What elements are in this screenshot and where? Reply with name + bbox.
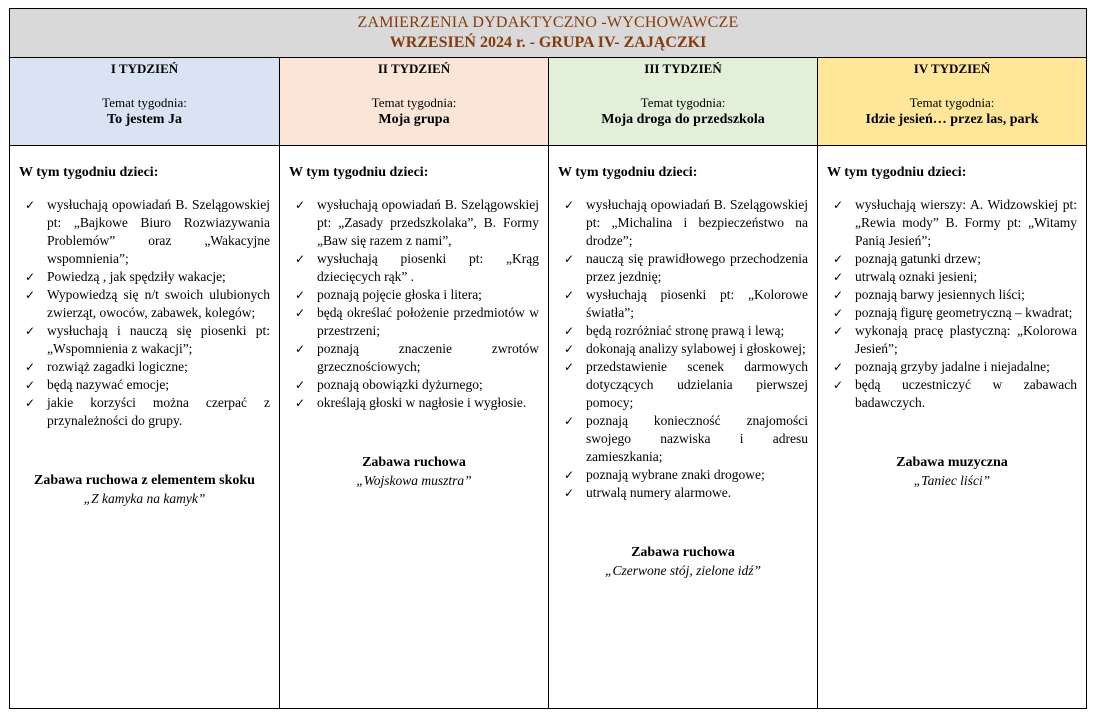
- checkmark-icon: ✓: [564, 324, 575, 338]
- checkmark-icon: ✓: [295, 378, 306, 392]
- list-item: [289, 304, 539, 340]
- list-item-text: poznają konieczność znajomości swojego nazwiska i adresu zamieszkania;: [586, 413, 808, 464]
- list-item: [19, 358, 270, 376]
- list-item: [827, 286, 1077, 304]
- checkmark-icon: ✓: [25, 396, 36, 410]
- list-item: [827, 304, 1077, 322]
- list-item-text: poznają gatunki drzew;: [855, 251, 981, 266]
- list-item-text: wysłuchają piosenki pt: „Krąg dziecięcych rąk” .: [317, 251, 539, 284]
- list-item: [19, 286, 270, 322]
- list-item-text: poznają grzyby jadalne i niejadalne;: [855, 359, 1050, 374]
- week-label: III TYDZIEŃ: [644, 61, 722, 76]
- list-item: [289, 376, 539, 394]
- list-item-text: poznają znaczenie zwrotów grzecznościowych;: [317, 341, 539, 374]
- play-title: Zabawa ruchowa z elementem skoku: [34, 473, 255, 488]
- checkmark-icon: ✓: [833, 198, 844, 212]
- list-item: [558, 358, 808, 412]
- checkmark-icon: ✓: [25, 378, 36, 392]
- week-body-3: [549, 146, 818, 708]
- week-label: IV TYDZIEŃ: [913, 61, 991, 76]
- list-item: [827, 376, 1077, 412]
- checkmark-icon: ✓: [833, 252, 844, 266]
- list-item: [289, 196, 539, 250]
- week-header-2: [280, 58, 549, 145]
- checkmark-icon: ✓: [295, 252, 306, 266]
- list-item: [289, 250, 539, 286]
- list-item-text: wysłuchają opowiadań B. Szelągowskiej pt: „Bajkowe Biuro Rozwiazywania Problemów” oraz „Wakacyjne wspomnienia”;: [47, 197, 270, 266]
- list-item-text: będą rozróżniać stronę prawą i lewą;: [586, 323, 785, 338]
- checkmark-icon: ✓: [564, 486, 575, 500]
- week-topic: To jestem Ja: [107, 112, 182, 127]
- play-title: Zabawa ruchowa: [631, 545, 735, 560]
- week-header-3: [549, 58, 818, 145]
- checkmark-icon: ✓: [833, 270, 844, 284]
- list-item: [558, 196, 808, 250]
- intro-text: W tym tygodniu dzieci:: [289, 165, 429, 180]
- list-item-text: utrwalą oznaki jesieni;: [855, 269, 978, 284]
- topic-label: Temat tygodnia:: [640, 95, 726, 110]
- list-item-text: wysłuchają opowiadań B. Szelągowskiej pt: „Michalina i bezpieczeństwo na drodze”;: [586, 197, 808, 248]
- week-headers: [10, 58, 1086, 146]
- week-topic: Moja droga do przedszkola: [601, 112, 765, 127]
- checkmark-icon: ✓: [564, 198, 575, 212]
- checkmark-icon: ✓: [564, 342, 575, 356]
- play-section: [827, 454, 1077, 490]
- checkmark-icon: ✓: [564, 468, 575, 482]
- list-item-text: poznają wybrane znaki drogowe;: [586, 467, 765, 482]
- list-item: [558, 466, 808, 484]
- list-item: [558, 484, 808, 502]
- list-item: [19, 322, 270, 358]
- list-item-text: Wypowiedzą się n/t swoich ulubionych zwierząt, owoców, zabawek, kolegów;: [47, 287, 270, 320]
- plan-table: [9, 8, 1087, 709]
- list-item: [827, 268, 1077, 286]
- intro-text: W tym tygodniu dzieci:: [827, 165, 967, 180]
- list-item: [19, 376, 270, 394]
- list-item: [827, 250, 1077, 268]
- list-item: [827, 322, 1077, 358]
- checkmark-icon: ✓: [564, 414, 575, 428]
- play-name: „Taniec liści”: [913, 473, 991, 488]
- week-body-2: [280, 146, 549, 708]
- play-title: Zabawa muzyczna: [896, 455, 1008, 470]
- checkmark-icon: ✓: [25, 198, 36, 212]
- week-header-1: [10, 58, 280, 145]
- list-item-text: przedstawienie scenek darmowych dotyczących udzielania pierwszej pomocy;: [586, 359, 808, 410]
- checkmark-icon: ✓: [833, 288, 844, 302]
- week-bodies: [10, 146, 1086, 708]
- list-item: [289, 340, 539, 376]
- play-name: „Czerwone stój, zielone idź”: [604, 563, 761, 578]
- checkmark-icon: ✓: [833, 306, 844, 320]
- list-item: [19, 196, 270, 268]
- list-item-text: wysłuchają piosenki pt: „Kolorowe światła”;: [586, 287, 808, 320]
- table-title: [10, 9, 1086, 58]
- checkmark-icon: ✓: [833, 378, 844, 392]
- list-item: [558, 340, 808, 358]
- checkmark-icon: ✓: [564, 360, 575, 374]
- list-item: [827, 196, 1077, 250]
- checkmark-icon: ✓: [564, 252, 575, 266]
- list-item: [289, 286, 539, 304]
- list-item-text: poznają figurę geometryczną – kwadrat;: [855, 305, 1073, 320]
- activity-list: [558, 196, 808, 502]
- week-body-1: [10, 146, 280, 708]
- week-label: II TYDZIEŃ: [377, 61, 451, 76]
- checkmark-icon: ✓: [25, 288, 36, 302]
- list-item-text: utrwalą numery alarmowe.: [586, 485, 732, 500]
- list-item-text: wysłuchają i nauczą się piosenki pt: „Wspomnienia z wakacji”;: [47, 323, 270, 356]
- list-item: [827, 358, 1077, 376]
- list-item: [289, 394, 539, 412]
- checkmark-icon: ✓: [564, 288, 575, 302]
- activity-list: [289, 196, 539, 412]
- checkmark-icon: ✓: [295, 288, 306, 302]
- play-name: „Wojskowa musztra”: [356, 473, 472, 488]
- play-name: „Z kamyka na kamyk”: [83, 491, 206, 506]
- checkmark-icon: ✓: [833, 324, 844, 338]
- checkmark-icon: ✓: [25, 360, 36, 374]
- list-item-text: poznają pojęcie głoska i litera;: [317, 287, 482, 302]
- list-item-text: jakie korzyści można czerpać z przynależności do grupy.: [47, 395, 270, 428]
- activity-list: [19, 196, 270, 430]
- week-topic: Idzie jesień… przez las, park: [865, 112, 1039, 127]
- title-line-1: ZAMIERZENIA DYDAKTYCZNO -WYCHOWAWCZE: [357, 14, 739, 31]
- week-label: I TYDZIEŃ: [110, 61, 179, 76]
- checkmark-icon: ✓: [833, 360, 844, 374]
- list-item-text: wysłuchają wierszy: A. Widzowskiej pt: „Rewia mody” B. Formy pt: „Witamy Panią Jesień”;: [855, 197, 1077, 248]
- week-topic: Moja grupa: [378, 112, 450, 127]
- checkmark-icon: ✓: [295, 396, 306, 410]
- title-line-2: WRZESIEŃ 2024 r. - GRUPA IV- ZAJĄCZKI: [389, 34, 707, 51]
- list-item: [558, 412, 808, 466]
- list-item: [558, 322, 808, 340]
- week-body-4: [818, 146, 1086, 708]
- list-item-text: nauczą się prawidłowego przechodzenia przez jezdnię;: [586, 251, 808, 284]
- list-item-text: poznają obowiązki dyżurnego;: [317, 377, 483, 392]
- list-item-text: Powiedzą , jak spędziły wakacje;: [47, 269, 226, 284]
- list-item-text: poznają barwy jesiennych liści;: [855, 287, 1025, 302]
- list-item-text: określają głoski w nagłosie i wygłosie.: [317, 395, 527, 410]
- topic-label: Temat tygodnia:: [909, 95, 995, 110]
- list-item-text: rozwiąż zagadki logiczne;: [47, 359, 188, 374]
- play-section: [289, 454, 539, 490]
- list-item-text: dokonają analizy sylabowej i głoskowej;: [586, 341, 806, 356]
- week-header-4: [818, 58, 1086, 145]
- checkmark-icon: ✓: [295, 342, 306, 356]
- list-item-text: będą uczestniczyć w zabawach badawczych.: [855, 377, 1077, 410]
- intro-text: W tym tygodniu dzieci:: [558, 165, 698, 180]
- list-item-text: będą nazywać emocje;: [47, 377, 170, 392]
- topic-label: Temat tygodnia:: [102, 95, 187, 110]
- list-item-text: będą określać położenie przedmiotów w przestrzeni;: [317, 305, 539, 338]
- intro-text: W tym tygodniu dzieci:: [19, 165, 159, 180]
- list-item: [558, 250, 808, 286]
- list-item: [558, 286, 808, 322]
- checkmark-icon: ✓: [25, 324, 36, 338]
- list-item-text: wysłuchają opowiadań B. Szelągowskiej pt: „Zasady przedszkolaka”, B. Formy „Baw się razem z nami”,: [317, 197, 539, 248]
- list-item: [19, 394, 270, 430]
- topic-label: Temat tygodnia:: [371, 95, 457, 110]
- play-section: [558, 544, 808, 580]
- play-title: Zabawa ruchowa: [362, 455, 466, 470]
- checkmark-icon: ✓: [295, 306, 306, 320]
- activity-list: [827, 196, 1077, 412]
- play-section: [19, 472, 270, 508]
- list-item: [19, 268, 270, 286]
- list-item-text: wykonają pracę plastyczną: „Kolorowa Jesień”;: [855, 323, 1077, 356]
- checkmark-icon: ✓: [295, 198, 306, 212]
- checkmark-icon: ✓: [25, 270, 36, 284]
